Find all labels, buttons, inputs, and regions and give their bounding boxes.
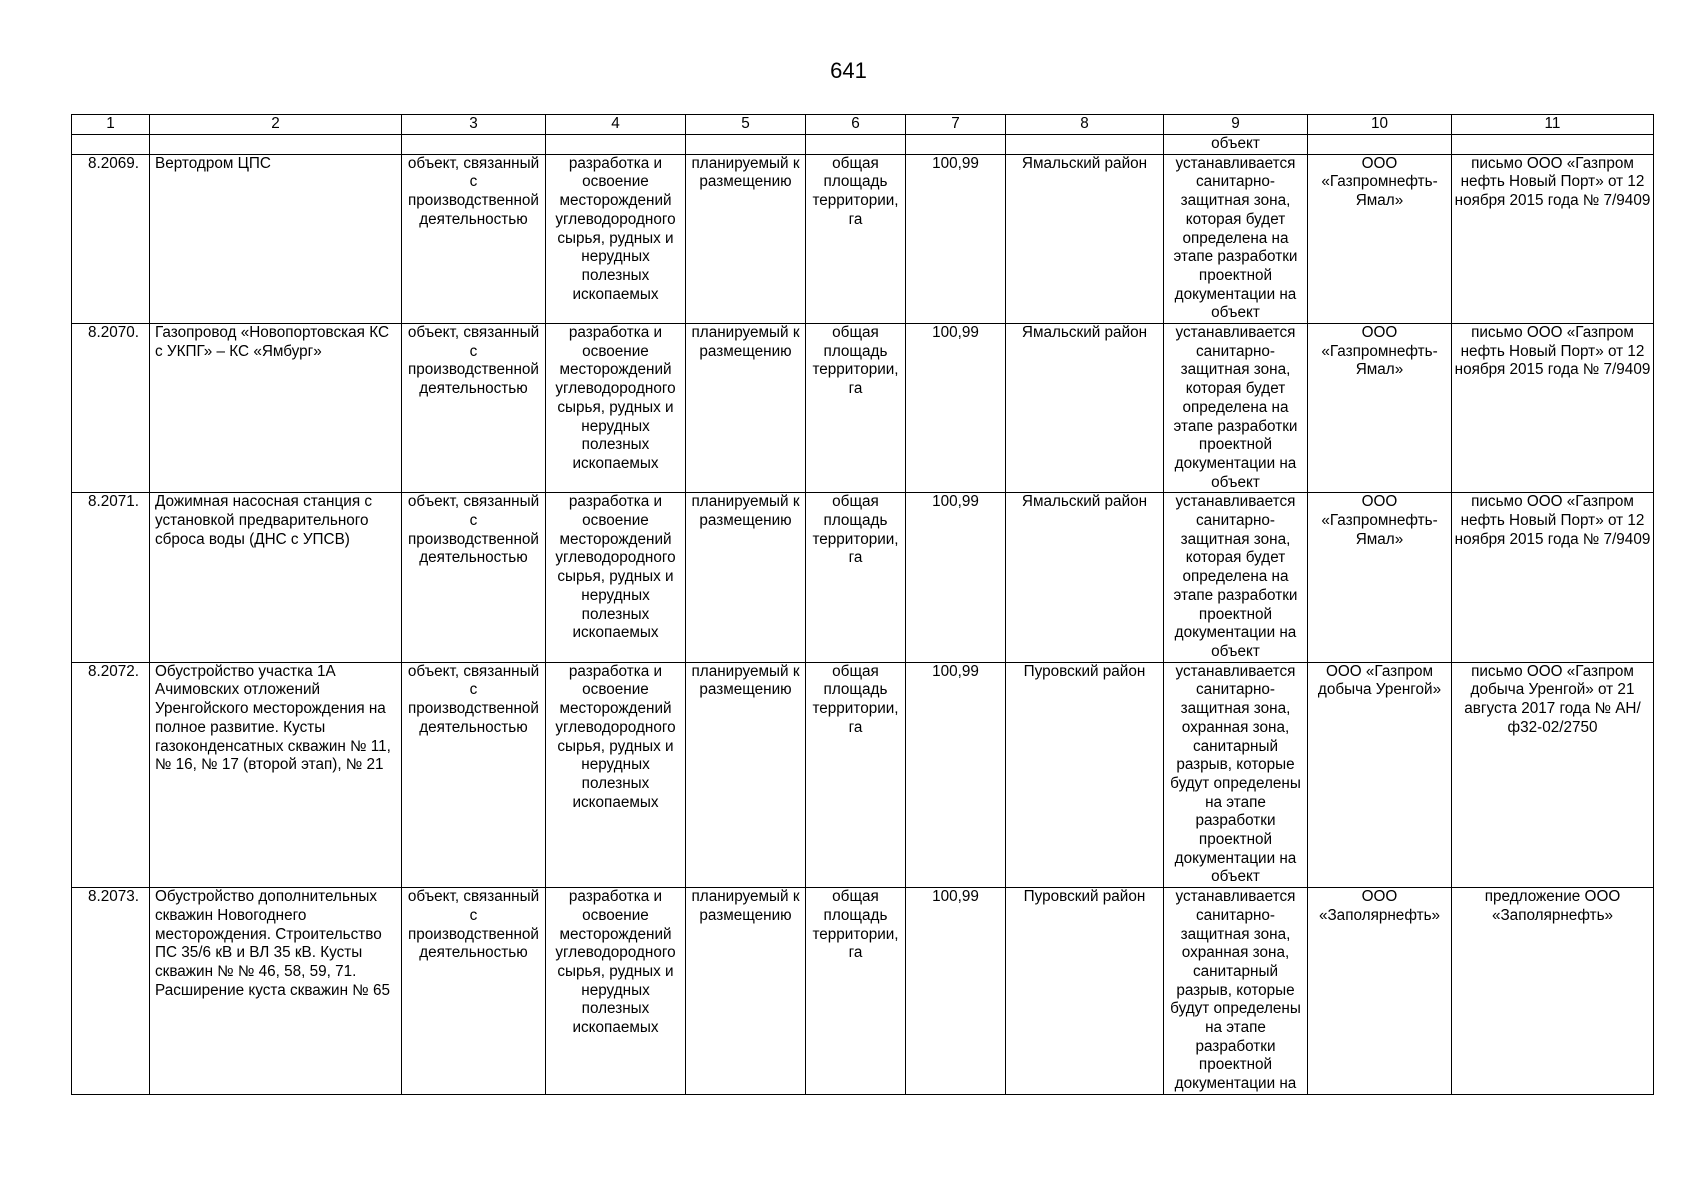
continuation-cell	[1308, 135, 1452, 155]
header-cell-4: 4	[546, 115, 686, 135]
table-row	[72, 324, 1654, 493]
table-row	[72, 493, 1654, 662]
zone-cell: устанавливается санитарно-защитная зона, охранная зона, санитарный разрыв, которые будут определены на этапе разработки проектной документации на объект	[1164, 662, 1308, 887]
location-cell: Пуровский район	[1006, 888, 1164, 1095]
header-cell-11: 11	[1452, 115, 1654, 135]
page-number: 641	[830, 58, 867, 83]
header-cell-3: 3	[402, 115, 546, 135]
continuation-row	[72, 135, 1654, 155]
object-status-cell: планируемый к размещению	[686, 493, 806, 662]
object-type-cell: объект, связанный с производственной деятельностью	[402, 493, 546, 662]
location-cell: Пуровский район	[1006, 662, 1164, 887]
continuation-cell	[402, 135, 546, 155]
object-name-cell: Дожимная насосная станция с установкой предварительного сброса воды (ДНС с УПСВ)	[150, 493, 402, 662]
header-row	[72, 115, 1654, 135]
value-cell: 100,99	[906, 324, 1006, 493]
zone-cell: устанавливается санитарно-защитная зона, охранная зона, санитарный разрыв, которые будут определены на этапе разработки проектной документации на	[1164, 888, 1308, 1095]
object-status-cell: планируемый к размещению	[686, 154, 806, 323]
basis-cell: письмо ООО «Газпром добыча Уренгой» от 21 августа 2017 года № АН/ф32-02/2750	[1452, 662, 1654, 887]
object-purpose-cell: разработка и освоение месторождений углеводородного сырья, рудных и нерудных полезных ископаемых	[546, 662, 686, 887]
value-cell: 100,99	[906, 662, 1006, 887]
object-purpose-cell: разработка и освоение месторождений углеводородного сырья, рудных и нерудных полезных ископаемых	[546, 154, 686, 323]
zone-cell: устанавливается санитарно-защитная зона, которая будет определена на этапе разработки проектной документации на объект	[1164, 324, 1308, 493]
basis-cell: письмо ООО «Газпром нефть Новый Порт» от 12 ноября 2015 года № 7/9409	[1452, 324, 1654, 493]
header-cell-8: 8	[1006, 115, 1164, 135]
header-cell-9: 9	[1164, 115, 1308, 135]
organization-cell: ООО «Заполярнефть»	[1308, 888, 1452, 1095]
location-cell: Ямальский район	[1006, 324, 1164, 493]
table-row	[72, 662, 1654, 887]
zone-cell: устанавливается санитарно-защитная зона, которая будет определена на этапе разработки проектной документации на объект	[1164, 154, 1308, 323]
organization-cell: ООО «Газпромнефть-Ямал»	[1308, 154, 1452, 323]
table-row	[72, 888, 1654, 1095]
continuation-cell	[72, 135, 150, 155]
object-status-cell: планируемый к размещению	[686, 324, 806, 493]
object-type-cell: объект, связанный с производственной деятельностью	[402, 888, 546, 1095]
continuation-cell	[1452, 135, 1654, 155]
object-name-cell: Газопровод «Новопортовская КС с УКПГ» – КС «Ямбург»	[150, 324, 402, 493]
continuation-cell	[150, 135, 402, 155]
characteristic-cell: общая площадь территории, га	[806, 662, 906, 887]
header-cell-6: 6	[806, 115, 906, 135]
value-cell: 100,99	[906, 154, 1006, 323]
object-status-cell: планируемый к размещению	[686, 888, 806, 1095]
object-name-cell: Обустройство дополнительных скважин Новогоднего месторождения. Строительство ПС 35/6 кВ и ВЛ 35 кВ. Кусты скважин № № 46, 58, 59, 71. Расширение куста скважин № 65	[150, 888, 402, 1095]
continuation-cell	[546, 135, 686, 155]
continuation-cell	[1006, 135, 1164, 155]
object-purpose-cell: разработка и освоение месторождений углеводородного сырья, рудных и нерудных полезных ископаемых	[546, 493, 686, 662]
header-cell-1: 1	[72, 115, 150, 135]
objects-table	[71, 114, 1654, 1095]
object-purpose-cell: разработка и освоение месторождений углеводородного сырья, рудных и нерудных полезных ископаемых	[546, 324, 686, 493]
object-purpose-cell: разработка и освоение месторождений углеводородного сырья, рудных и нерудных полезных ископаемых	[546, 888, 686, 1095]
organization-cell: ООО «Газпромнефть-Ямал»	[1308, 493, 1452, 662]
characteristic-cell: общая площадь территории, га	[806, 493, 906, 662]
continuation-cell	[686, 135, 806, 155]
organization-cell: ООО «Газпромнефть-Ямал»	[1308, 324, 1452, 493]
object-type-cell: объект, связанный с производственной деятельностью	[402, 324, 546, 493]
row-number-cell: 8.2070.	[72, 324, 150, 493]
basis-cell: письмо ООО «Газпром нефть Новый Порт» от 12 ноября 2015 года № 7/9409	[1452, 154, 1654, 323]
object-type-cell: объект, связанный с производственной деятельностью	[402, 662, 546, 887]
row-number-cell: 8.2071.	[72, 493, 150, 662]
location-cell: Ямальский район	[1006, 154, 1164, 323]
continuation-cell	[906, 135, 1006, 155]
object-name-cell: Вертодром ЦПС	[150, 154, 402, 323]
basis-cell: предложение ООО «Заполярнефть»	[1452, 888, 1654, 1095]
header-cell-2: 2	[150, 115, 402, 135]
row-number-cell: 8.2069.	[72, 154, 150, 323]
object-type-cell: объект, связанный с производственной деятельностью	[402, 154, 546, 323]
header-cell-10: 10	[1308, 115, 1452, 135]
characteristic-cell: общая площадь территории, га	[806, 324, 906, 493]
value-cell: 100,99	[906, 888, 1006, 1095]
characteristic-cell: общая площадь территории, га	[806, 154, 906, 323]
header-cell-5: 5	[686, 115, 806, 135]
characteristic-cell: общая площадь территории, га	[806, 888, 906, 1095]
value-cell: 100,99	[906, 493, 1006, 662]
basis-cell: письмо ООО «Газпром нефть Новый Порт» от 12 ноября 2015 года № 7/9409	[1452, 493, 1654, 662]
zone-cell: устанавливается санитарно-защитная зона, которая будет определена на этапе разработки проектной документации на объект	[1164, 493, 1308, 662]
object-status-cell: планируемый к размещению	[686, 662, 806, 887]
object-name-cell: Обустройство участка 1А Ачимовских отложений Уренгойского месторождения на полное развитие. Кусты газоконденсатных скважин № 11, № 16, № 17 (второй этап), № 21	[150, 662, 402, 887]
row-number-cell: 8.2072.	[72, 662, 150, 887]
table-row	[72, 154, 1654, 323]
continuation-cell	[806, 135, 906, 155]
row-number-cell: 8.2073.	[72, 888, 150, 1095]
header-cell-7: 7	[906, 115, 1006, 135]
organization-cell: ООО «Газпром добыча Уренгой»	[1308, 662, 1452, 887]
location-cell: Ямальский район	[1006, 493, 1164, 662]
continuation-zone-cell: объект	[1164, 135, 1308, 155]
